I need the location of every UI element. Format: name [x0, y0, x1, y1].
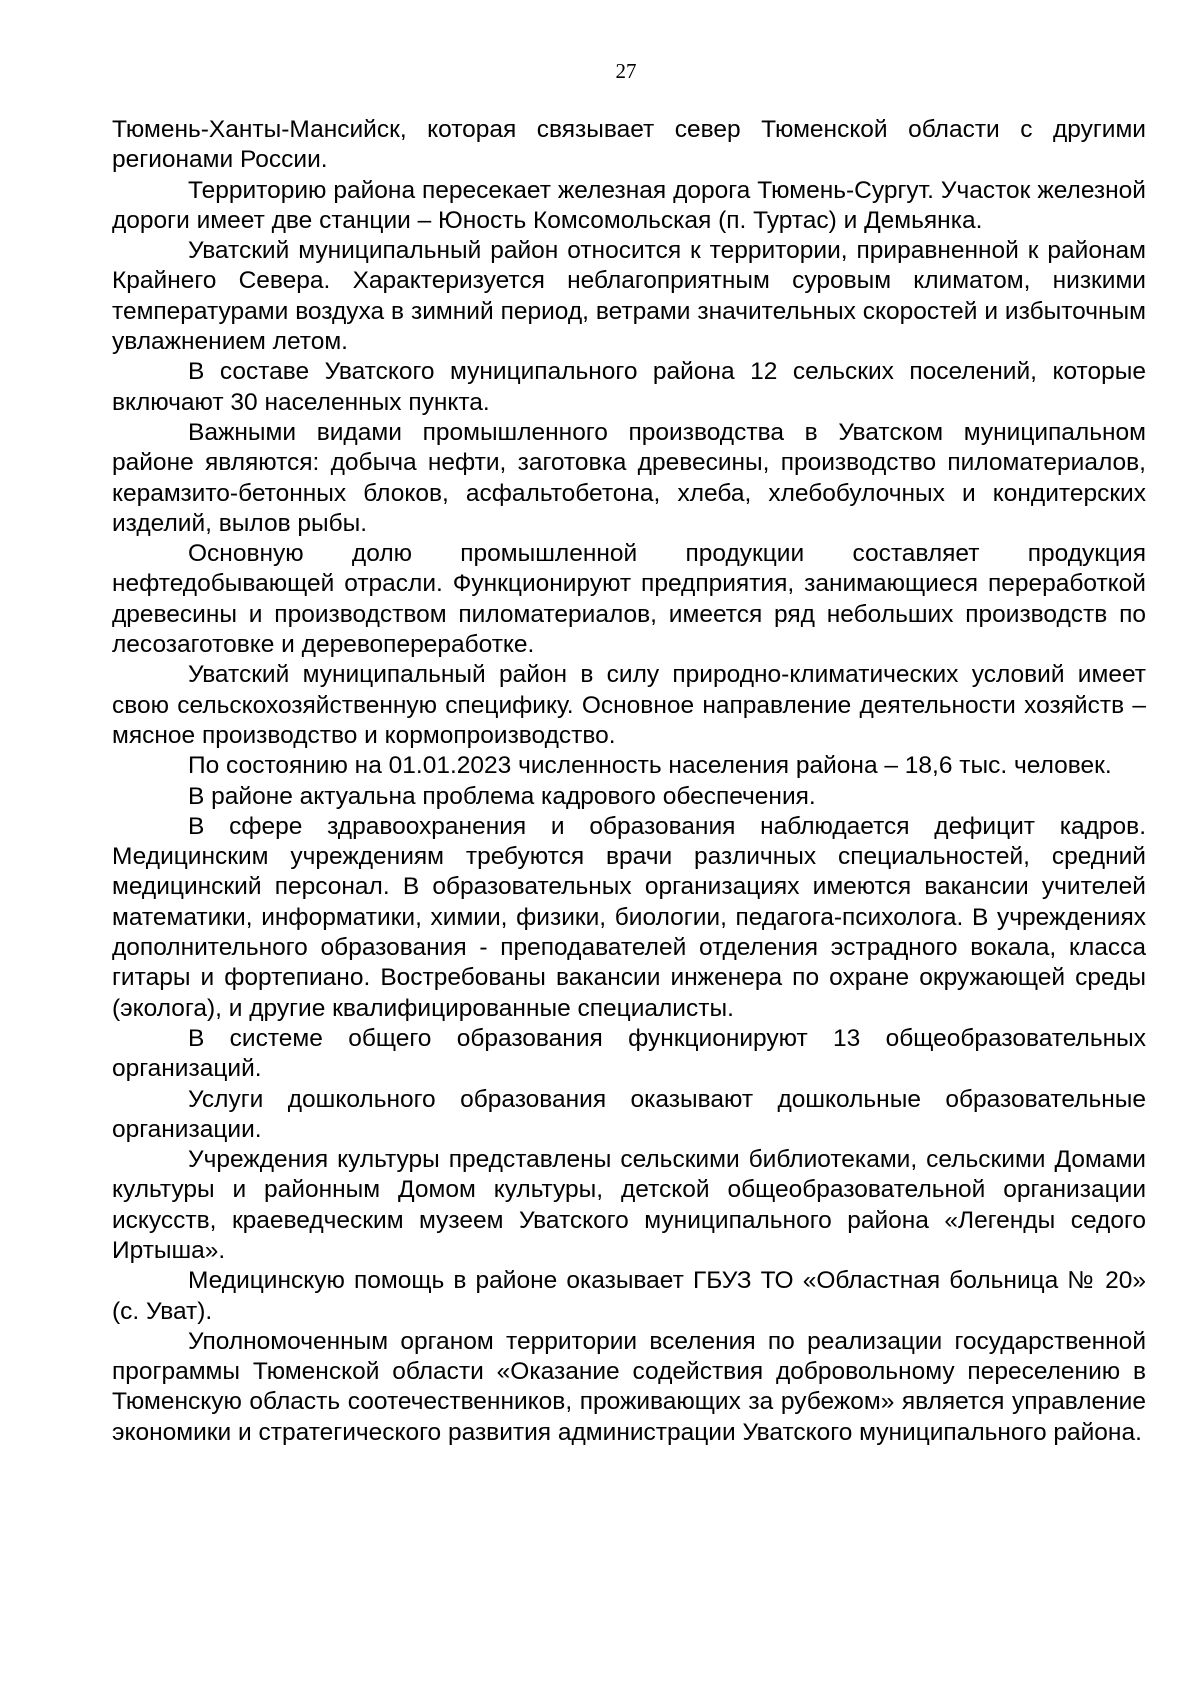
document-body	[112, 115, 1146, 1448]
paragraph-population: По состоянию на 01.01.2023 численность населения района – 18,6 тыс. человек.	[188, 752, 1112, 780]
paragraph-industrial-output: Основную долю промышленной продукции составляет продукция нефтедобывающей отрасли. Функционируют предприятия, занимающиеся переработкой древесины и производством пиломатериалов, имеется ряд небольших производств по лесозаготовке и деревопереработке.	[112, 540, 1146, 659]
paragraph-preschool: Услуги дошкольного образования оказывают дошкольные образовательные организации.	[112, 1085, 1146, 1143]
page-number: 27	[615, 59, 637, 83]
paragraph-resettlement-authority: Уполномоченным органом территории вселения по реализации государственной программы Тюменской области «Оказание содействия добровольному переселению в Тюменскую область соотечественников, проживающих за рубежом» является управление экономики и стратегического развития администрации Уватского муниципального района.	[112, 1327, 1146, 1446]
paragraph-culture: Учреждения культуры представлены сельскими библиотеками, сельскими Домами культуры и районным Домом культуры, детской общеобразовательной организации искусств, краеведческим музеем Уватского муниципального района «Легенды седого Иртыша».	[112, 1146, 1146, 1264]
paragraph-climate: Уватский муниципальный район относится к территории, приравненной к районам Крайнего Севера. Характеризуется неблагоприятным суровым климатом, низкими температурами воздуха в зимний период, ветрами значительных скоростей и избыточным увлажнением летом.	[112, 237, 1146, 356]
paragraph-general-education: В системе общего образования функционируют 13 общеобразовательных организаций.	[112, 1024, 1146, 1083]
paragraph-staffing-problem: В районе актуальна проблема кадрового обеспечения.	[188, 782, 816, 810]
paragraph-industry: Важными видами промышленного производства в Уватском муниципальном районе являются: добыча нефти, заготовка древесины, производство пиломатериалов, керамзито-бетонных блоков, асфальтобетона, хлеба, хлебобулочных и кондитерских изделий, вылов рыбы.	[112, 418, 1146, 537]
paragraph-staff-shortage: В сфере здравоохранения и образования наблюдается дефицит кадров. Медицинским учреждениям требуются врачи различных специальностей, средний медицинский персонал. В образовательных организациях имеются вакансии учителей математики, информатики, химии, физики, биологии, педагога-психолога. В учреждениях дополнительного образования - преподавателей отделения эстрадного вокала, класса гитары и фортепиано. Востребованы вакансии инженера по охране окружающей среды (эколога), и другие квалифицированные специалисты.	[112, 812, 1146, 1022]
paragraph-railway: Территорию района пересекает железная дорога Тюмень-Сургут. Участок железной дороги имеет две станции – Юность Комсомольская (п. Туртас) и Демьянка.	[112, 176, 1146, 234]
paragraph-settlements: В составе Уватского муниципального района 12 сельских поселений, которые включают 30 населенных пункта.	[112, 358, 1146, 416]
paragraph-medical-care: Медицинскую помощь в районе оказывает ГБУЗ ТО «Областная больница № 20» (с. Уват).	[112, 1267, 1146, 1325]
paragraph-transport-route: Тюмень-Ханты-Мансийск, которая связывает север Тюменской области с другими регионами России.	[112, 116, 1146, 174]
paragraph-agriculture: Уватский муниципальный район в силу природно-климатических условий имеет свою сельскохозяйственную специфику. Основное направление деятельности хозяйств – мясное производство и кормопроизводство.	[112, 661, 1146, 749]
